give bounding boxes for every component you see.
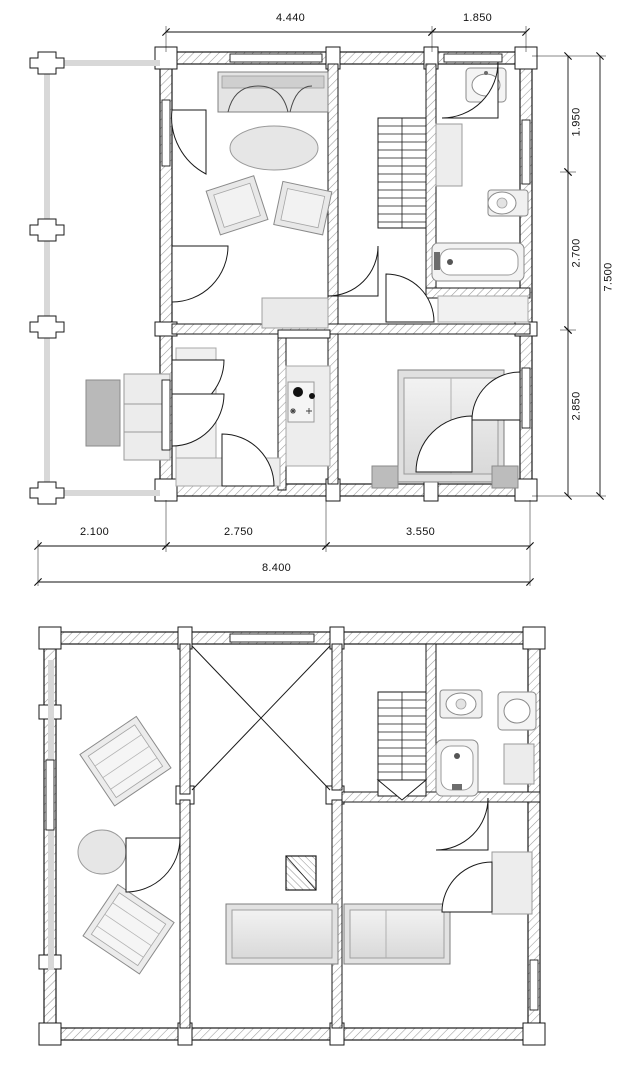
upper-floor-plan [30, 26, 606, 586]
chimney-icon [286, 856, 316, 890]
dim-overall-width: 8.400 [262, 562, 292, 574]
coffee-table-icon [230, 126, 318, 170]
vanity-icon [438, 296, 528, 322]
dim-overall-height: 7.500 [602, 262, 615, 292]
dim-right-3: 2.850 [570, 391, 583, 421]
dim-top-2: 1.850 [463, 12, 493, 24]
lower-floor-plan [39, 627, 545, 1045]
sink-icon [498, 692, 536, 730]
wardrobe-icon [492, 852, 532, 914]
dim-right-2: 2.700 [570, 238, 583, 268]
towel-rail-icon [436, 124, 462, 186]
bathtub-icon [432, 243, 524, 281]
armchair-icon [206, 176, 332, 235]
void-marker [192, 646, 330, 790]
dim-right-1: 1.950 [570, 107, 583, 137]
cabinet-icon [86, 380, 120, 446]
bathtub-icon [436, 740, 478, 796]
staircase-icon [378, 118, 426, 228]
dim-top-1: 4.440 [276, 12, 306, 24]
sofa-icon [218, 72, 328, 112]
dim-bottom-2: 2.750 [224, 526, 254, 538]
cabinet-icon [504, 744, 534, 784]
dim-bottom-3: 3.550 [406, 526, 436, 538]
toilet-icon [488, 190, 528, 216]
dim-bottom-1: 2.100 [80, 526, 110, 538]
table-icon [78, 830, 126, 874]
toilet-icon [440, 690, 482, 718]
staircase-icon [378, 692, 426, 800]
bench-icon [226, 904, 450, 964]
stove-icon [288, 382, 315, 422]
